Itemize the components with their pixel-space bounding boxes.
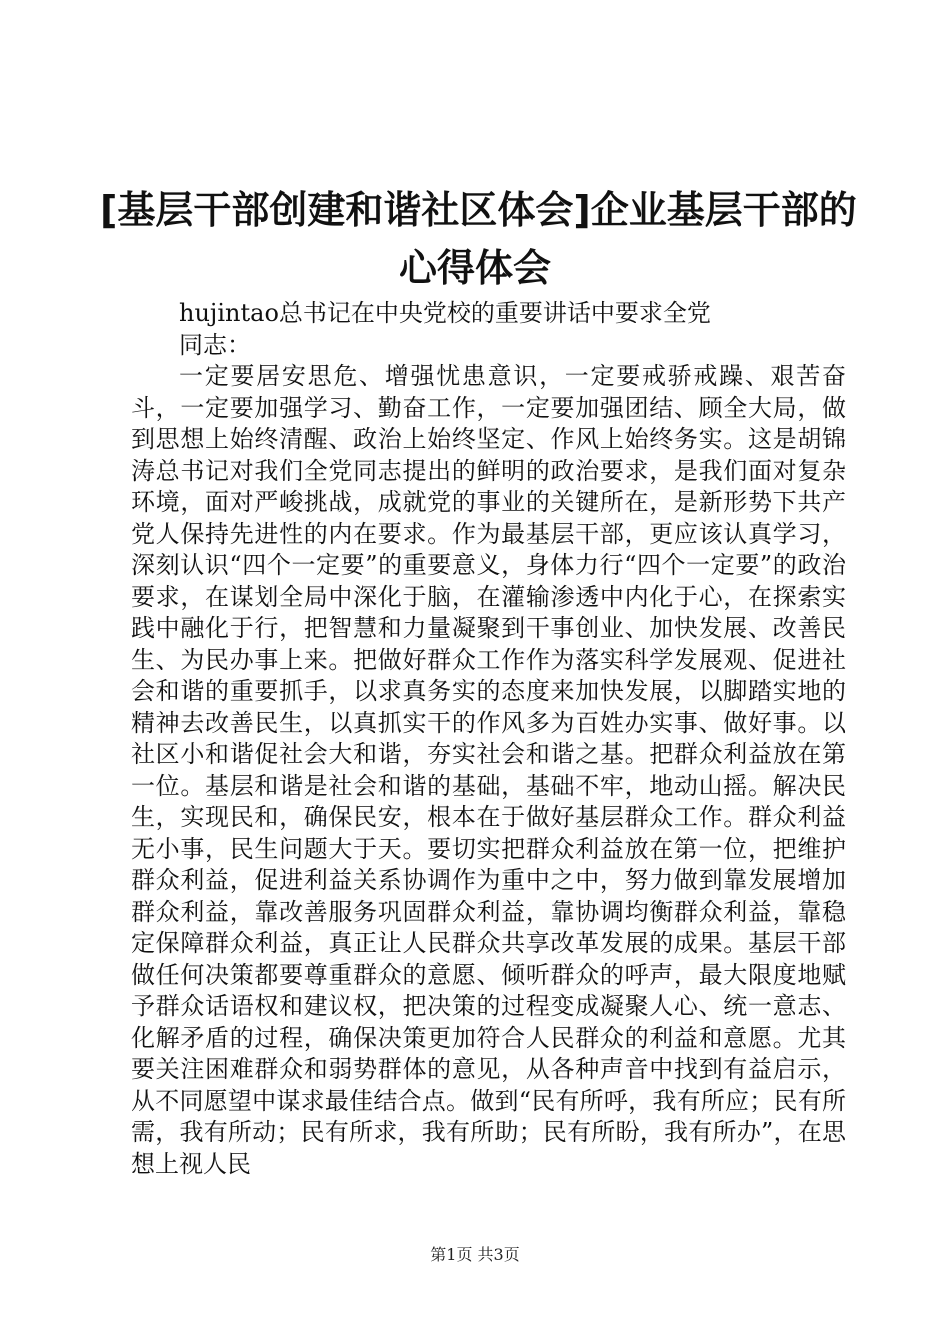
salutation: 同志： [179,330,251,359]
intro-paragraph: hujintao总书记在中央党校的重要讲话中要求全党 [179,299,711,327]
body-paragraph: 一定要居安思危、增强忧患意识，一定要戒骄戒躁、艰苦奋斗，一定要加强学习、勤奋工作，一定要加强团结、顾全大局，做到思想上始终清醒、政治上始终坚定、作风上始终务实。这是胡锦涛总书记对我们全党同志提出的鲜明的政治要求，是我们面对复杂环境，面对严峻挑战，成就党的事业的关键所在，是新形势下共产党人保持先进性的内在要求。作为最基层干部，更应该认真学习，深刻认识“四个一定要”的重要意义，身体力行“四个一定要”的政治要求，在谋划全局中深化于脑，在灌输渗透中内化于心，在探索实践中融化于行，把智慧和力量凝聚到干事创业、加快发展、改善民生、为民办事上来。把做好群众工作作为落实科学发展观、促进社会和谐的重要抓手，以求真务实的态度来加快发展，以脚踏实地的精神去改善民生，以真抓实干的作风多为百姓办实事、做好事。以社区小和谐促社会大和谐，夯实社会和谐之基。把群众利益放在第一位。基层和谐是社会和谐的基础，基础不牢，地动山摇。解决民生，实现民和，确保民安，根本在于做好基层群众工作。群众利益无小事，民生问题大于天。要切实把群众利益放在第一位，把维护群众利益，促进利益关系协调作为重中之中，努力做到靠发展增加群众利益，靠改善服务巩固群众利益，靠协调均衡群众利益，靠稳定保障群众利益，真正让人民群众共享改革发展的成果。基层干部做任何决策都要尊重群众的意愿、倾听群众的呼声，最大限度地赋予群众话语权和建议权，把决策的过程变成凝聚人心、统一意志、化解矛盾的过程，确保决策更加符合人民群众的利益和意愿。尤其要关注困难群众和弱势群体的意见，从各种声音中找到有益启示，从不同愿望中谋求最佳结合点。做到“民有所呼，我有所应；民有所需，我有所动；民有所求，我有所助；民有所盼，我有所办”，在思想上视人民 [131,362,846,1178]
page-number-footer: 第1页 共3页 [430,1245,520,1264]
document-body [131,298,846,1180]
document-title-line-2: 心得体会 [398,246,551,290]
document-title-line-1: [基层干部创建和谐社区体会]企业基层干部的 [100,188,857,232]
